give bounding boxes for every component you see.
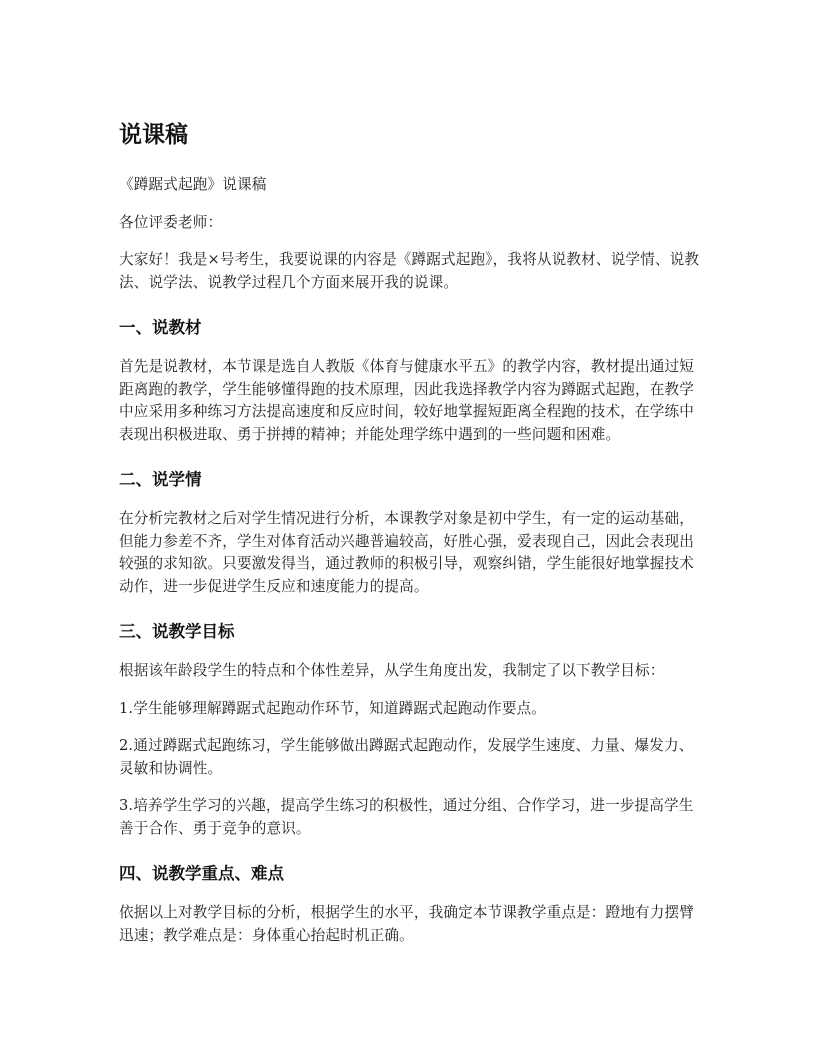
objective-item-2: 2.通过蹲踞式起跑练习，学生能够做出蹲踞式起跑动作，发展学生速度、力量、爆发力、灵敏和协调性。 bbox=[119, 737, 694, 777]
section-heading-students: 二、说学情 bbox=[119, 470, 202, 489]
document-page bbox=[119, 118, 704, 962]
document-subtitle: 《蹲踞式起跑》说课稿 bbox=[119, 176, 267, 193]
textbook-paragraph: 首先是说教材，本节课是选自人教版《体育与健康水平五》的教学内容，教材提出通过短距离跑的教学，学生能够懂得跑的技术原理，因此我选择教学内容为蹲踞式起跑，在教学中应采用多种练习方法提高速度和反应时间，较好地掌握短距离全程跑的技术，在学练中表现出积极进取、勇于拼搏的精神；并能处理学练中遇到的一些问题和困难。 bbox=[119, 358, 695, 443]
section-heading-key-points: 四、说教学重点、难点 bbox=[119, 864, 284, 883]
greeting: 各位评委老师： bbox=[119, 213, 223, 231]
document-title: 说课稿 bbox=[119, 122, 188, 148]
objective-item-1: 1.学生能够理解蹲踞式起跑动作环节，知道蹲踞式起跑动作要点。 bbox=[119, 699, 547, 717]
objective-item-3: 3.培养学生学习的兴趣，提高学生练习的积极性，通过分组、合作学习，进一步提高学生善于合作、勇于竞争的意识。 bbox=[119, 797, 694, 837]
key-points-paragraph: 依据以上对教学目标的分析，根据学生的水平，我确定本节课教学重点是：蹬地有力摆臂迅速；教学难点是：身体重心抬起时机正确。 bbox=[119, 904, 695, 944]
intro-paragraph: 大家好！我是×号考生，我要说课的内容是《蹲踞式起跑》，我将从说教材、说学情、说教法、说学法、说教学过程几个方面来展开我的说课。 bbox=[119, 251, 700, 291]
students-paragraph: 在分析完教材之后对学生情况进行分析，本课教学对象是初中学生，有一定的运动基础，但能力参差不齐，学生对体育活动兴趣普遍较高，好胜心强，爱表现自己，因此会表现出较强的求知欲。只要激发得当，通过教师的积极引导，观察纠错，学生能很好地掌握技术动作，进一步促进学生反应和速度能力的提高。 bbox=[119, 510, 695, 595]
section-heading-objectives: 三、说教学目标 bbox=[119, 622, 235, 641]
section-heading-textbook: 一、说教材 bbox=[119, 318, 202, 337]
objectives-intro: 根据该年龄段学生的特点和个体性差异，从学生角度出发，我制定了以下教学目标： bbox=[119, 662, 665, 679]
